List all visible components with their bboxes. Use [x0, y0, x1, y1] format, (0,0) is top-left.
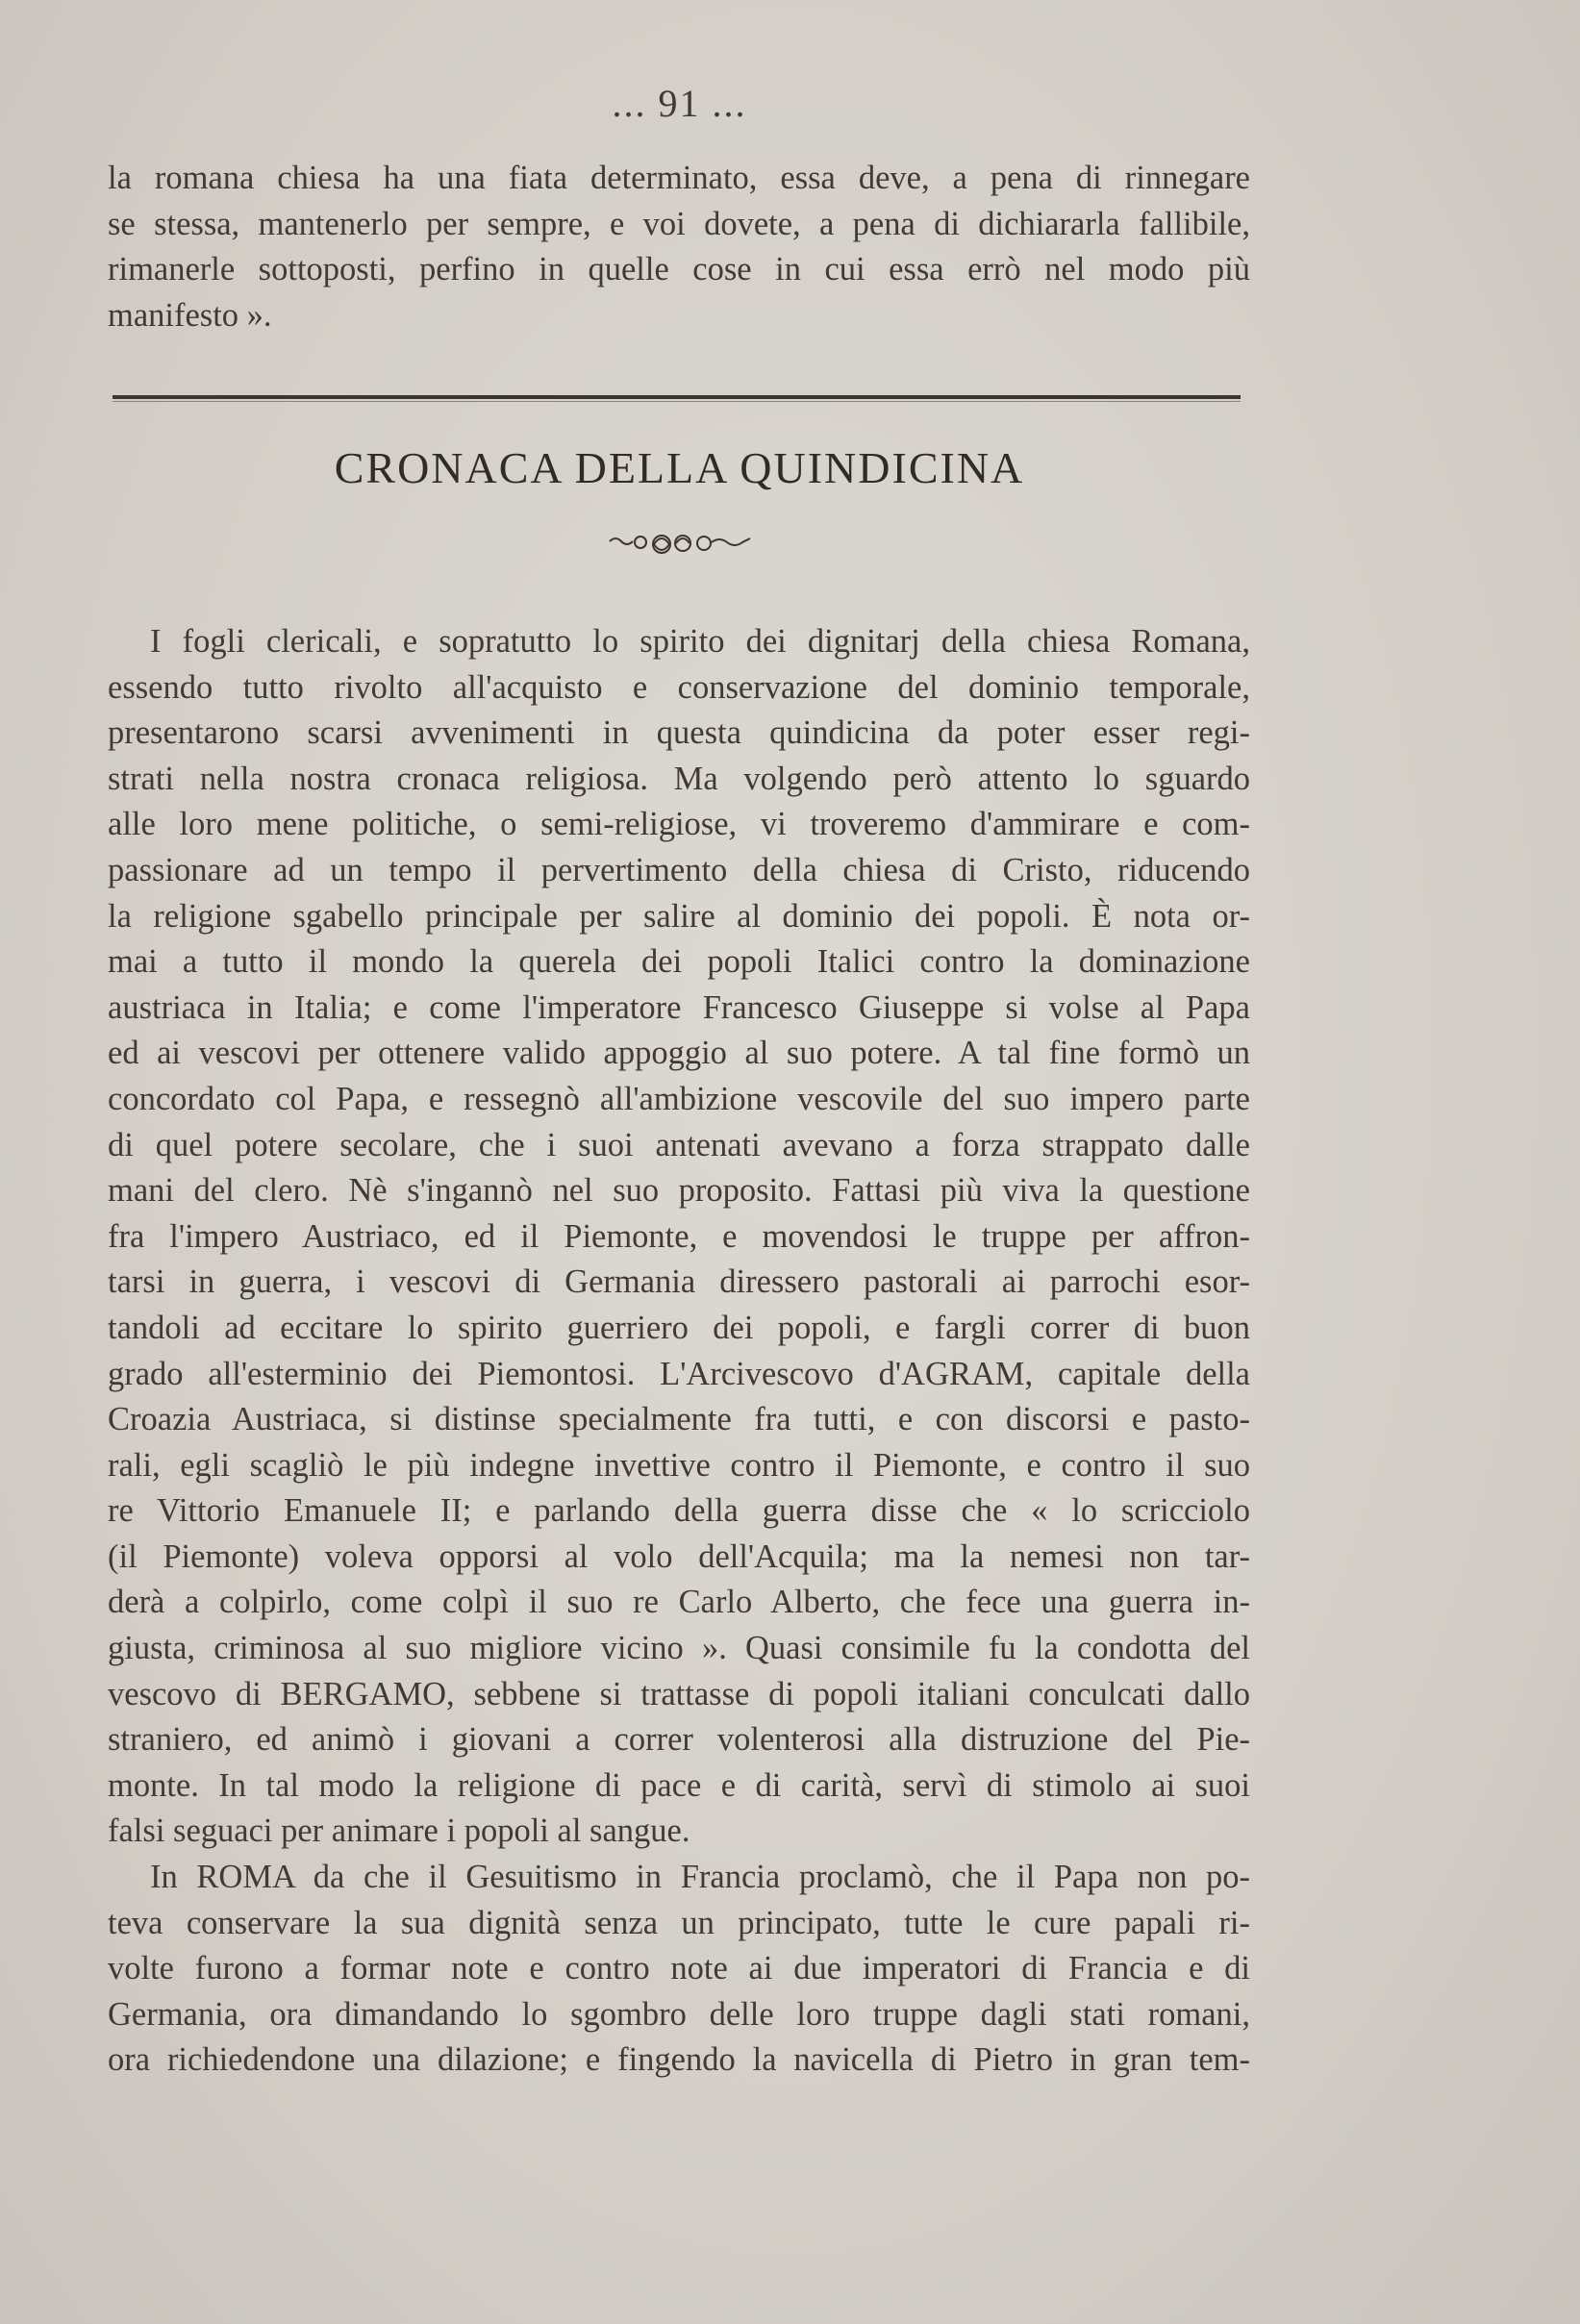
text-line: essendo tutto rivolto all'acquisto e conservazione del dominio temporale, [108, 668, 1250, 706]
text-line: passionare ad un tempo il pervertimento della chiesa di Cristo, riducendo [108, 851, 1250, 888]
section-divider [113, 395, 1241, 399]
text-line: Croazia Austriaca, si distinse specialmente fra tutti, e con discorsi e pasto- [108, 1401, 1250, 1438]
continuation-paragraph [108, 156, 1250, 338]
text-line: strati nella nostra cronaca religiosa. Ma volgendo però attento lo sguardo [108, 760, 1250, 797]
floral-ornament-icon [608, 530, 756, 559]
text-line: grado all'esterminio dei Piemontosi. L'Arcivescovo d'AGRAM, capitale della [108, 1355, 1250, 1392]
text-line: presentarono scarsi avvenimenti in questa quindicina da poter esser regi- [108, 714, 1250, 752]
text-line: monte. In tal modo la religione di pace e di carità, servì di stimolo ai suoi [108, 1766, 1250, 1804]
text-line: la romana chiesa ha una fiata determinato, essa deve, a pena di rinnegare [108, 160, 1250, 196]
text-line: Germania, ora dimandando lo sgombro delle loro truppe dagli stati romani, [108, 1995, 1250, 2033]
text-line: ora richiedendone una dilazione; e fingendo la navicella di Pietro in gran tem- [108, 2041, 1250, 2079]
text-line: mai a tutto il mondo la querela dei popoli Italici contro la dominazione [108, 943, 1250, 981]
text-line: austriaca in Italia; e come l'imperatore Francesco Giuseppe si volse al Papa [108, 988, 1250, 1026]
text-line: giusta, criminosa al suo migliore vicino ». Quasi consimile fu la condotta del [108, 1630, 1250, 1667]
chronicle-body [108, 619, 1250, 2084]
text-line: tandoli ad eccitare lo spirito guerriero dei popoli, e fargli correr di buon [108, 1309, 1250, 1346]
text-line: alle loro mene politiche, o semi-religiose, vi troveremo d'ammirare e com- [108, 806, 1250, 843]
text-line: di quel potere secolare, che i suoi antenati avevano a forza strappato dalle [108, 1126, 1250, 1163]
text-line: (il Piemonte) voleva opporsi al volo dell'Acquila; ma la nemesi non tar- [108, 1537, 1250, 1575]
section-title: CRONACA DELLA QUINDICINA [334, 443, 1025, 492]
text-line: teva conservare la sua dignità senza un principato, tutte le cure papali ri- [108, 1904, 1250, 1941]
text-line: derà a colpirlo, come colpì il suo re Carlo Alberto, che fece una guerra in- [108, 1584, 1250, 1621]
text-line: re Vittorio Emanuele II; e parlando della guerra disse che « lo scricciolo [108, 1492, 1250, 1530]
text-line: manifesto ». [108, 296, 272, 334]
text-line: fra l'impero Austriaco, ed il Piemonte, e movendosi le truppe per affron- [108, 1217, 1250, 1255]
page-number: ... 91 ... [612, 82, 747, 125]
text-line: rali, egli scagliò le più indegne invettive contro il Piemonte, e contro il suo [108, 1446, 1250, 1484]
text-line: vescovo di BERGAMO, sebbene si trattasse di popoli italiani conculcati dallo [108, 1675, 1250, 1712]
text-line: I fogli clericali, e sopratutto lo spirito dei dignitarj della chiesa Romana, [150, 623, 1250, 660]
text-line: falsi seguaci per animare i popoli al sangue. [108, 1812, 690, 1850]
text-line: concordato col Papa, e ressegnò all'ambizione vescovile del suo impero parte [108, 1080, 1250, 1117]
text-line: se stessa, mantenerlo per sempre, e voi dovete, a pena di dichiararla fallibile, [108, 205, 1250, 242]
text-line: volte furono a formar note e contro note ai due imperatori di Francia e di [108, 1950, 1250, 1987]
text-line: straniero, ed animò i giovani a correr volenterosi alla distruzione del Pie- [108, 1721, 1250, 1759]
text-line: rimanerle sottoposti, perfino in quelle cose in cui essa errò nel modo più [108, 251, 1250, 288]
text-line: la religione sgabello principale per salire al dominio dei popoli. È nota or- [108, 897, 1250, 935]
text-line: tarsi in guerra, i vescovi di Germania diressero pastorali ai parrochi esor- [108, 1263, 1250, 1301]
text-line: In ROMA da che il Gesuitismo in Francia proclamò, che il Papa non po- [150, 1859, 1250, 1896]
text-line: mani del clero. Nè s'ingannò nel suo proposito. Fattasi più viva la questione [108, 1172, 1250, 1210]
text-line: ed ai vescovi per ottenere valido appoggio al suo potere. A tal fine formò un [108, 1035, 1250, 1072]
